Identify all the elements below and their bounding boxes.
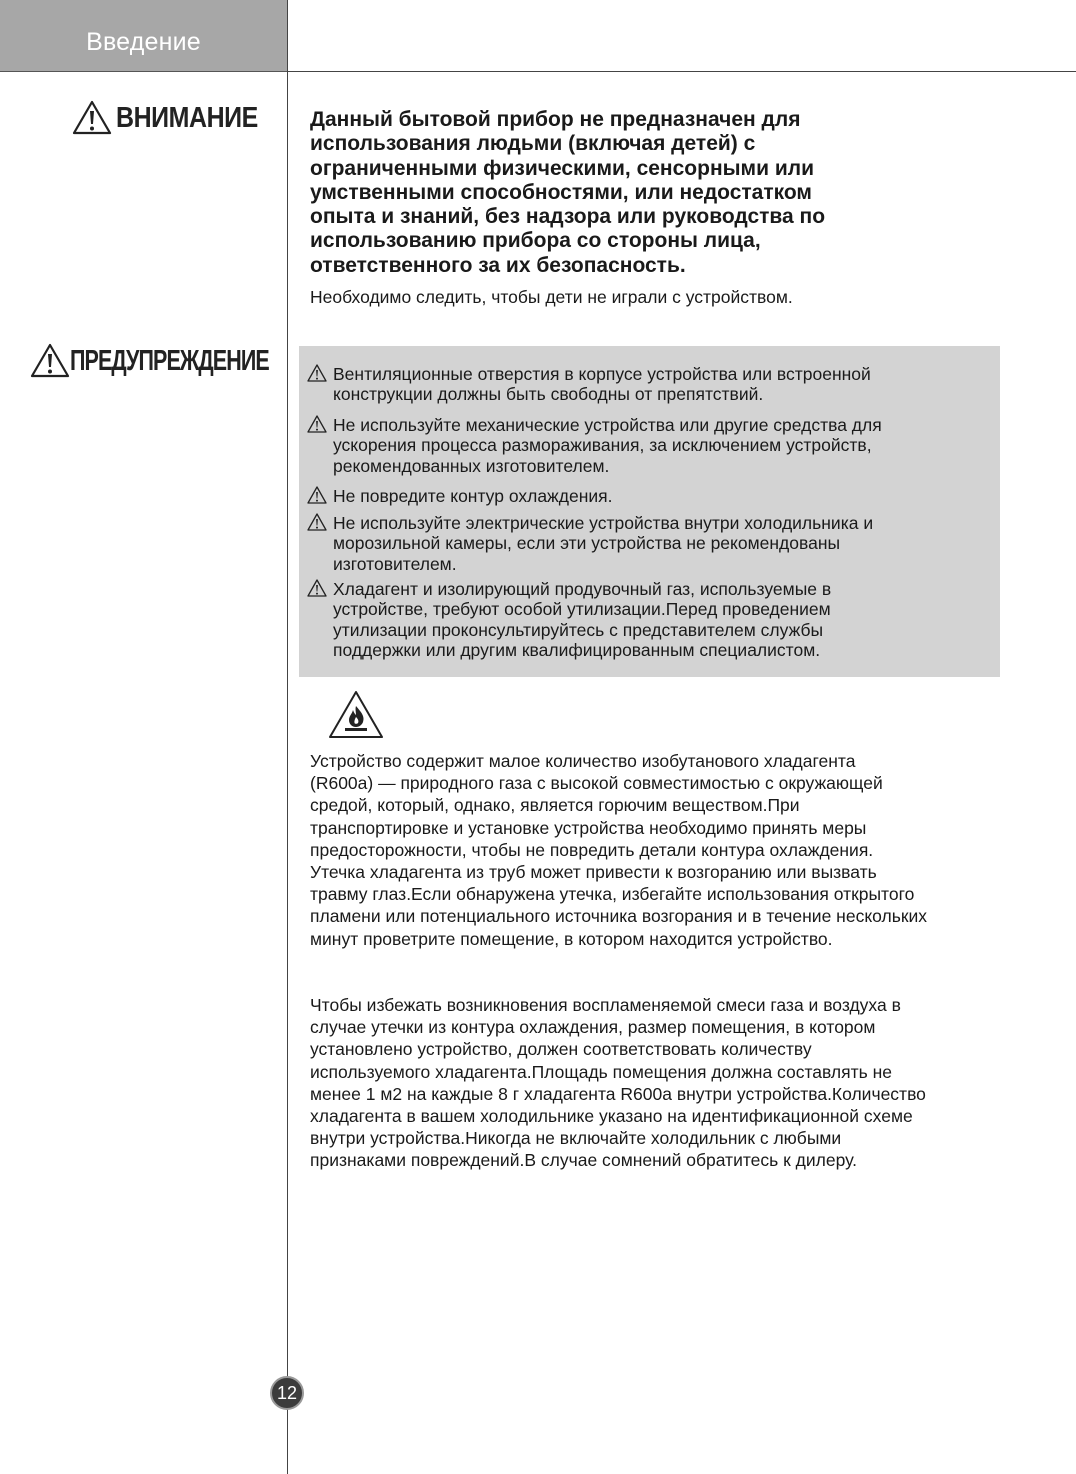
text-line: умственными способностями, или недостатком — [310, 180, 812, 204]
text-line: менее 1 м2 на каждые 8 г хладагента R600a внутри устройства.Количество — [310, 1083, 926, 1104]
page-number — [270, 1376, 304, 1410]
warning-line: поддержки или другим квалифицированным специалистом. — [333, 639, 821, 660]
warning-item — [307, 364, 987, 405]
warning-line: Не повредите контур охлаждения. — [333, 486, 613, 506]
text-line: Чтобы избежать возникновения воспламеняемой смеси газа и воздуха в — [310, 995, 901, 1015]
warning-triangle-icon — [72, 100, 112, 136]
warning-line: рекомендованных изготовителем. — [333, 455, 610, 476]
flammable-warning-icon — [328, 690, 384, 740]
warning-item — [307, 486, 987, 506]
warning-triangle-icon — [307, 513, 327, 531]
section-title: Введение — [86, 28, 201, 56]
section-header-tab — [0, 0, 287, 72]
warning-triangle-icon — [307, 486, 327, 504]
warning-line: конструкции должны быть свободны от препятствий. — [333, 384, 764, 405]
text-line: использования людьми (включая детей) с — [310, 132, 756, 156]
warning-line: Вентиляционные отверстия в корпусе устройства или встроенной — [333, 364, 871, 384]
text-line: транспортировке и установке устройства необходимо принять меры — [310, 817, 867, 838]
child-supervision-note: Необходимо следить, чтобы дети не играли с устройством. — [310, 287, 793, 307]
text-line: случае утечки из контура охлаждения, размер помещения, в котором — [310, 1017, 876, 1038]
warning-line: морозильной камеры, если эти устройства не рекомендованы — [333, 533, 841, 554]
text-line: пламени или потенциального источника возгорания и в течение нескольких — [310, 906, 928, 927]
text-line: ответственного за их безопасность. — [310, 253, 686, 277]
warning-item — [307, 579, 987, 660]
attention-label-text: ВНИМАНИЕ — [116, 101, 258, 134]
text-line: минут проветрите помещение, в котором находится устройство. — [310, 928, 833, 949]
warning-label-text: ПРЕДУПРЕЖДЕНИЕ — [70, 344, 269, 377]
warning-item — [307, 513, 987, 574]
warning-label — [30, 343, 339, 379]
text-line: использованию прибора со стороны лица, — [310, 229, 761, 253]
refrigerant-info-paragraph — [310, 750, 1030, 950]
text-line: хладагента в вашем холодильнике указано на идентификационной схеме — [310, 1106, 913, 1127]
text-line: Устройство содержит малое количество изобутанового хладагента — [310, 751, 856, 771]
header-divider — [287, 71, 1076, 72]
text-line: опыта и знаний, без надзора или руководства по — [310, 205, 826, 229]
warning-line: устройстве, требуют особой утилизации.Перед проведением — [333, 599, 831, 620]
warning-triangle-icon — [307, 415, 327, 433]
warning-triangle-icon — [307, 579, 327, 597]
text-line: травму глаз.Если обнаружена утечка, избегайте использования открытого — [310, 884, 915, 905]
text-line: внутри устройства.Никогда не включайте холодильник с любыми — [310, 1128, 842, 1149]
warning-triangle-icon — [307, 364, 327, 382]
page-number-text: 12 — [276, 1382, 298, 1403]
attention-text — [310, 108, 950, 278]
warning-line: Не используйте электрические устройства внутри холодильника и — [333, 513, 874, 533]
text-line: средой, который, однако, является горючим веществом.При — [310, 795, 800, 816]
text-line: установлено устройство, должен соответствовать количеству — [310, 1039, 812, 1060]
warning-line: Хладагент и изолирующий продувочный газ, используемые в — [333, 579, 832, 599]
warning-line: Не используйте механические устройства или другие средства для — [333, 415, 882, 435]
warning-item — [307, 415, 987, 476]
warning-line: ускорения процесса размораживания, за исключением устройств, — [333, 435, 872, 456]
text-line: ограниченными физическими, сенсорными или — [310, 156, 814, 180]
room-size-paragraph — [310, 994, 1030, 1172]
text-line: признаками повреждений.В случае сомнений обратитесь к дилеру. — [310, 1150, 857, 1171]
warning-box — [299, 346, 1000, 677]
text-line: (R600a) — природного газа с высокой совместимостью с окружающей — [310, 773, 883, 794]
text-line: используемого хладагента.Площадь помещения должна составлять не — [310, 1061, 893, 1082]
warning-line: утилизации проконсультируйтесь с представителем службы — [333, 619, 824, 640]
column-divider — [287, 0, 288, 1474]
text-line: Утечка хладагента из труб может привести к возгоранию или вызвать — [310, 862, 877, 883]
text-line: Данный бытовой прибор не предназначен для — [310, 108, 801, 131]
warning-triangle-icon — [30, 343, 70, 379]
attention-label — [72, 100, 281, 136]
warning-line: изготовителем. — [333, 553, 457, 574]
text-line: предосторожности, чтобы не повредить детали контура охлаждения. — [310, 839, 874, 860]
